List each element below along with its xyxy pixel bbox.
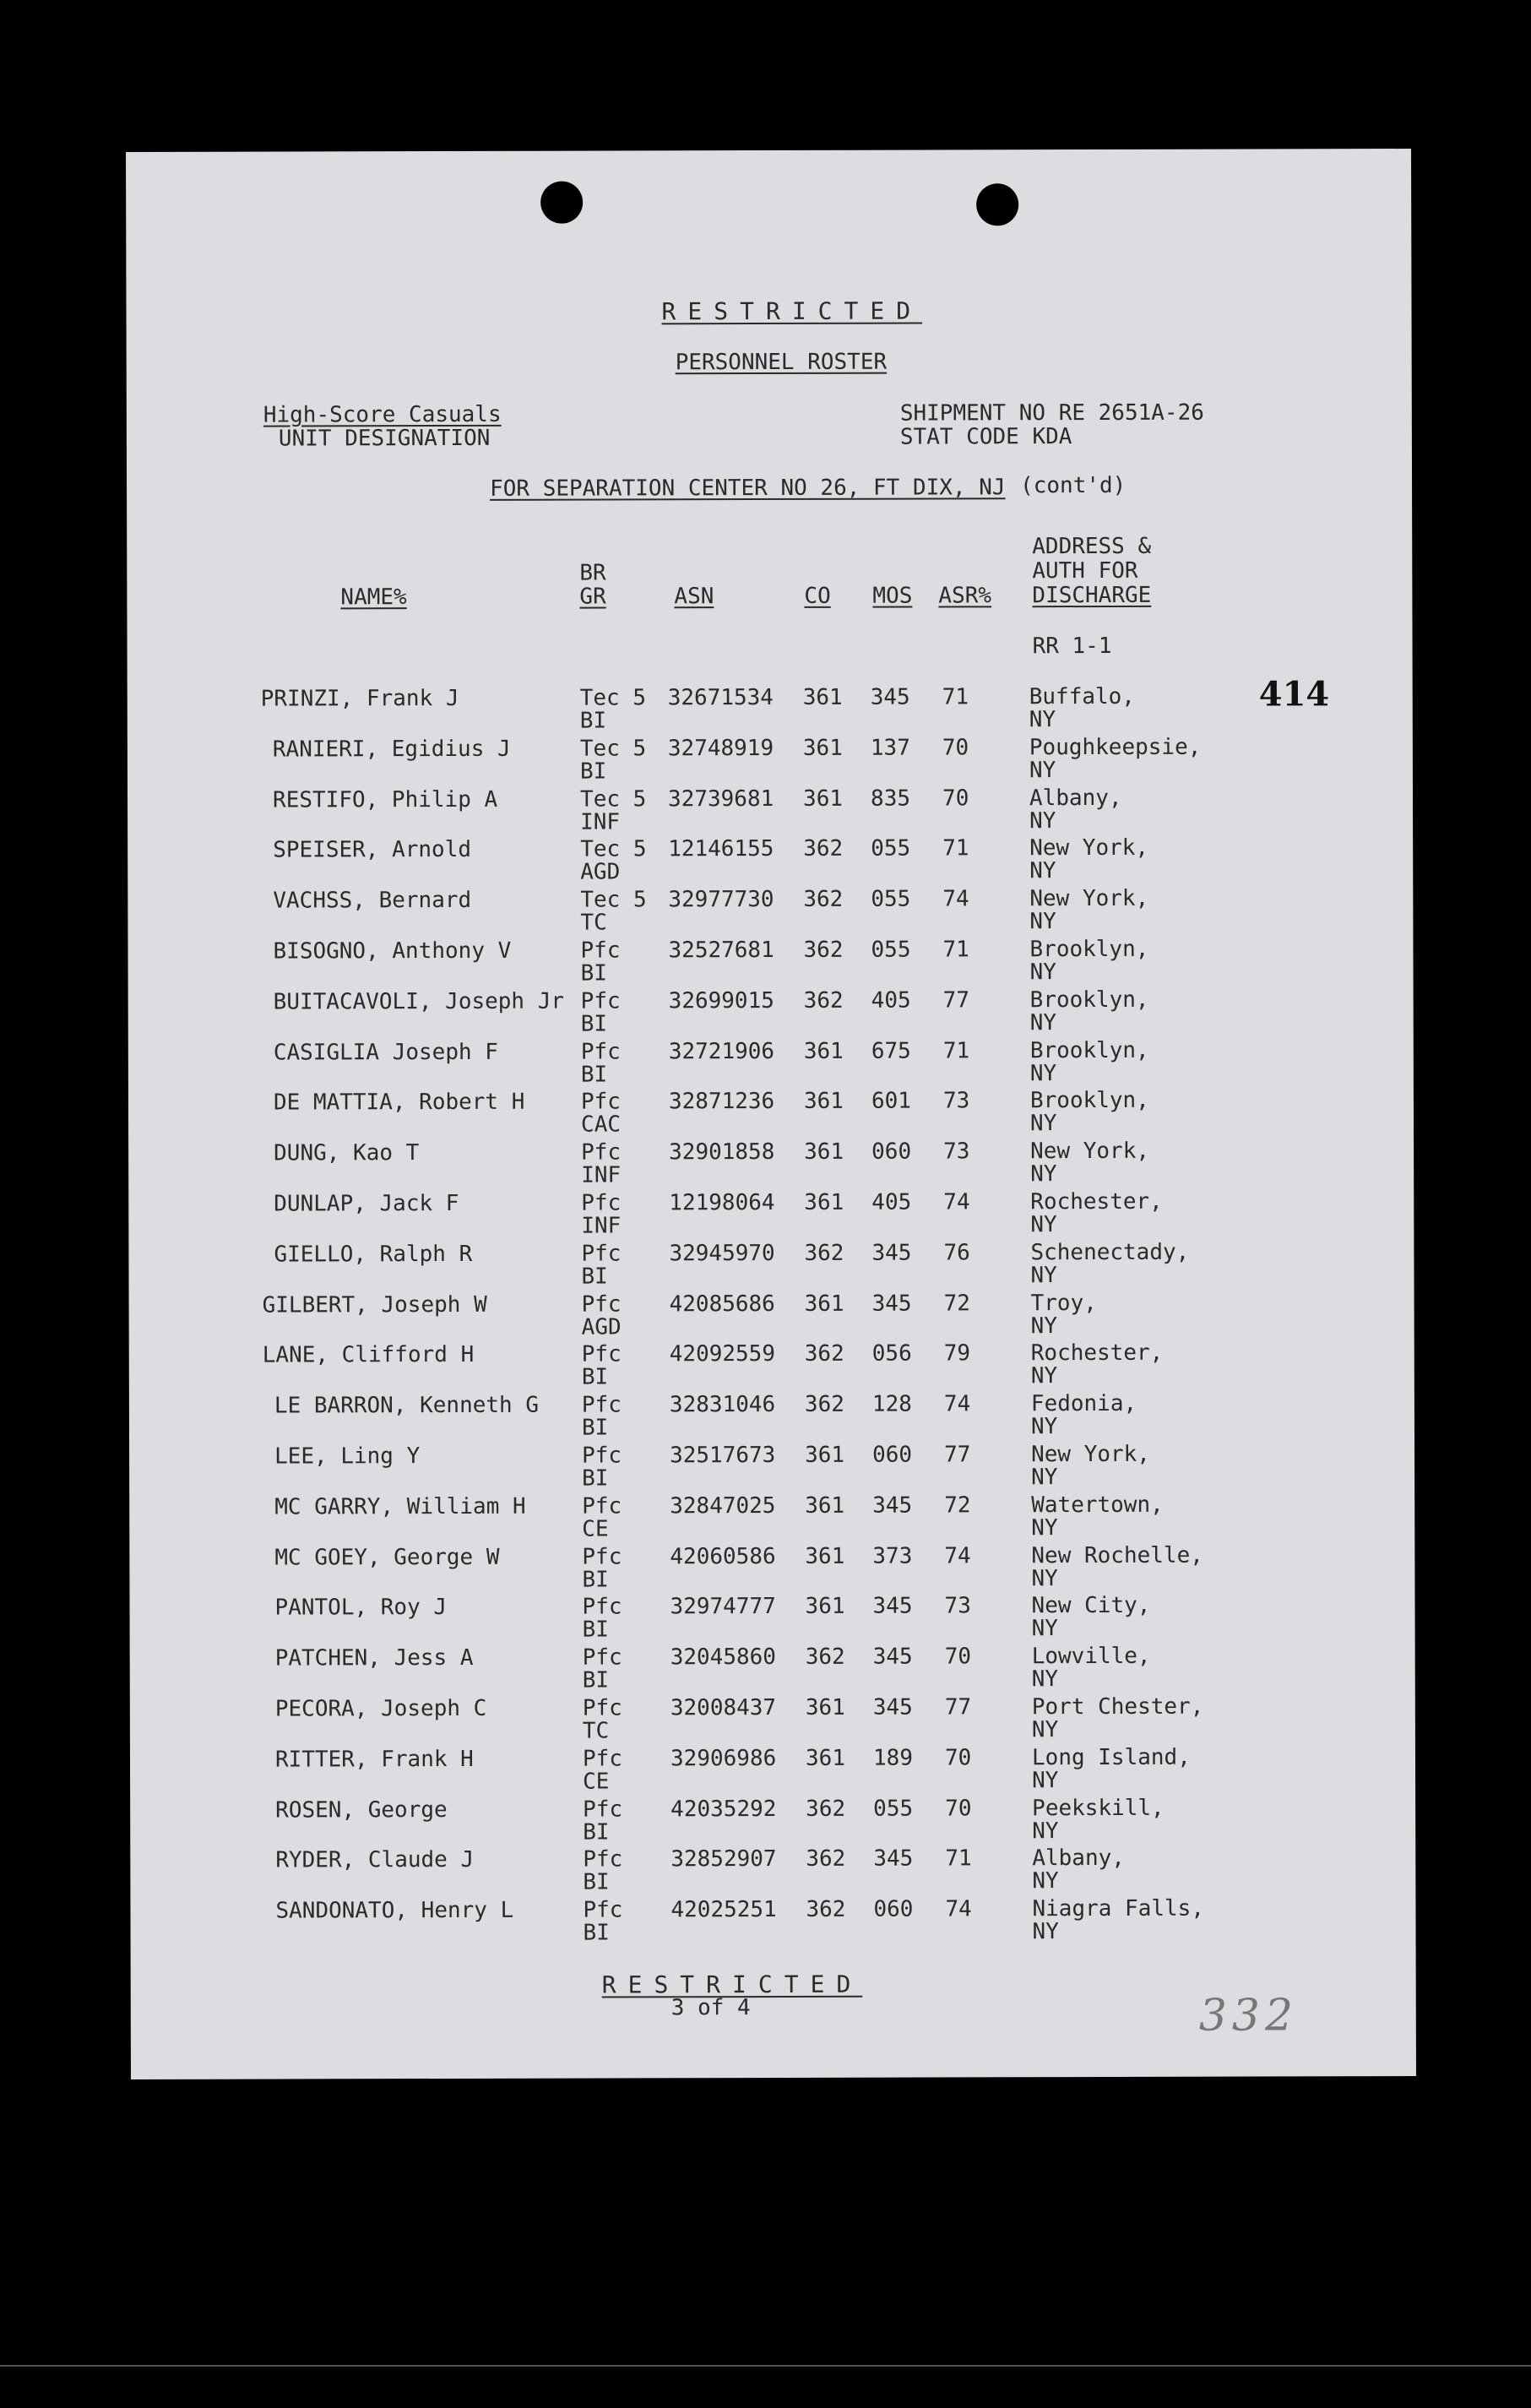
- cell-asr: 70: [942, 785, 969, 812]
- cell-name: PATCHEN, Jess A: [274, 1645, 474, 1671]
- cell-mos: 675: [871, 1038, 911, 1064]
- cell-mos: 835: [870, 785, 911, 812]
- cell-city: Brooklyn,: [1029, 1037, 1149, 1063]
- cell-co: 361: [803, 1089, 844, 1115]
- cell-name: LE BARRON, Kenneth G: [274, 1392, 540, 1419]
- table-row: [130, 1693, 1415, 1748]
- cell-mos: 055: [871, 835, 911, 862]
- shipment-number: SHIPMENT NO RE 2651A-26: [899, 400, 1204, 427]
- cell-grade: Pfc: [581, 1190, 622, 1216]
- restricted-header: RESTRICTED: [661, 296, 923, 326]
- cell-asr: 71: [942, 684, 969, 710]
- cell-co: 362: [804, 1240, 844, 1266]
- cell-state: NY: [1029, 1111, 1057, 1137]
- cell-grade: Pfc: [582, 1594, 622, 1620]
- cell-co: 361: [804, 1291, 844, 1317]
- pencil-number: 332: [1198, 1990, 1299, 2041]
- cell-mos: 128: [871, 1391, 912, 1417]
- cell-mos: 345: [871, 1291, 912, 1317]
- cell-state: NY: [1032, 1919, 1059, 1945]
- cell-branch: BI: [581, 1264, 608, 1290]
- cell-grade: Tec 5: [580, 836, 647, 862]
- cell-name: MC GOEY, George W: [274, 1544, 500, 1571]
- cell-state: NY: [1029, 1060, 1057, 1086]
- cell-state: NY: [1029, 757, 1056, 783]
- cell-branch: CAC: [580, 1112, 622, 1138]
- cell-city: Albany,: [1029, 785, 1122, 811]
- cell-city: Fedonia,: [1030, 1391, 1137, 1417]
- cell-city: Rochester,: [1030, 1340, 1164, 1367]
- col-header-address: ADDRESS &: [1032, 533, 1152, 560]
- cell-grade: Pfc: [581, 1341, 622, 1367]
- cell-branch: CE: [582, 1516, 609, 1542]
- cell-name: PECORA, Joseph C: [274, 1695, 487, 1722]
- table-row: [128, 987, 1414, 1041]
- cell-city: Peekskill,: [1032, 1795, 1165, 1821]
- table-row: [129, 1592, 1414, 1646]
- document-page: [126, 149, 1416, 2079]
- table-row: [129, 1390, 1414, 1444]
- cell-city: New York,: [1031, 1441, 1150, 1468]
- cell-branch: TC: [580, 910, 607, 936]
- col-header-asn: ASN: [674, 584, 714, 610]
- cell-asr: 74: [942, 886, 969, 912]
- cell-name: VACHSS, Bernard: [273, 888, 472, 914]
- cell-grade: Tec 5: [580, 887, 647, 913]
- cell-branch: AGD: [580, 859, 621, 885]
- cell-city: New City,: [1031, 1593, 1151, 1619]
- cell-branch: BI: [579, 708, 607, 734]
- cell-name: SPEISER, Arnold: [273, 837, 472, 863]
- cell-grade: Pfc: [582, 1493, 622, 1519]
- cell-mos: 601: [871, 1088, 911, 1115]
- cell-branch: BI: [581, 1364, 609, 1390]
- cell-grade: Pfc: [582, 1746, 623, 1772]
- table-row: [130, 1643, 1415, 1697]
- cell-grade: Tec 5: [579, 785, 647, 813]
- table-row: [128, 1087, 1414, 1141]
- cell-state: NY: [1030, 1363, 1058, 1389]
- cell-asr: 71: [942, 1037, 970, 1064]
- cell-asr: 71: [942, 937, 969, 963]
- col-header-name: NAME%: [340, 584, 407, 611]
- cell-grade: Pfc: [580, 938, 621, 964]
- cell-co: 361: [802, 735, 843, 761]
- cell-name: MC GARRY, William H: [274, 1493, 526, 1520]
- cell-asn: 42060586: [670, 1543, 776, 1569]
- cell-branch: INF: [581, 1162, 622, 1188]
- cell-city: Brooklyn,: [1029, 1088, 1149, 1114]
- cell-city: Troy,: [1030, 1290, 1097, 1316]
- cell-mos: 345: [872, 1694, 913, 1720]
- cell-asn: 12146155: [668, 836, 774, 862]
- cell-name: PANTOL, Roy J: [274, 1595, 448, 1621]
- table-row: [128, 683, 1413, 737]
- cell-co: 361: [805, 1442, 845, 1468]
- cell-asr: 77: [944, 1694, 972, 1720]
- doc-title: PERSONNEL ROSTER: [675, 349, 888, 376]
- cell-city: Schenectady,: [1030, 1239, 1190, 1265]
- cell-co: 361: [802, 785, 844, 812]
- cell-asn: 32517673: [670, 1442, 776, 1469]
- cell-city: New Rochelle,: [1031, 1542, 1203, 1568]
- cell-branch: BI: [580, 960, 607, 987]
- table-row: [128, 1037, 1414, 1091]
- auth-reference: RR 1-1: [1032, 633, 1112, 660]
- cell-asr: 70: [945, 1795, 972, 1822]
- cell-city: Buffalo,: [1029, 683, 1135, 710]
- cell-city: Long Island,: [1031, 1744, 1191, 1770]
- cell-name: BISOGNO, Anthony V: [273, 938, 512, 965]
- cell-branch: INF: [580, 809, 621, 835]
- cell-asn: 32831046: [669, 1392, 776, 1418]
- cell-state: NY: [1029, 1009, 1057, 1035]
- cell-state: NY: [1031, 1666, 1059, 1693]
- cell-branch: INF: [581, 1213, 622, 1239]
- cell-state: NY: [1032, 1767, 1059, 1793]
- cell-state: NY: [1030, 1161, 1057, 1188]
- table-row: [129, 1340, 1414, 1394]
- cell-asr: 70: [944, 1745, 972, 1771]
- cell-name: GIELLO, Ralph R: [274, 1241, 473, 1268]
- cell-mos: 060: [871, 1139, 912, 1165]
- table-row: [128, 936, 1413, 990]
- restricted-footer: RESTRICTED: [601, 1970, 863, 1999]
- cell-asn: 42085686: [669, 1291, 775, 1317]
- cell-mos: 055: [871, 886, 911, 912]
- cell-state: NY: [1030, 1313, 1058, 1339]
- cell-name: RANIERI, Egidius J: [272, 736, 511, 763]
- cell-mos: 060: [872, 1442, 913, 1468]
- cell-asn: 32901858: [669, 1139, 775, 1166]
- table-row: [130, 1744, 1415, 1798]
- cell-grade: Pfc: [582, 1443, 622, 1469]
- cell-co: 361: [802, 684, 843, 710]
- cell-city: Brooklyn,: [1029, 987, 1149, 1013]
- cell-asn: 32847025: [670, 1492, 776, 1519]
- cell-grade: Pfc: [582, 1695, 622, 1721]
- cell-mos: 345: [872, 1644, 913, 1670]
- cell-mos: 060: [873, 1896, 914, 1922]
- cell-branch: AGD: [581, 1314, 622, 1340]
- cell-co: 361: [805, 1694, 845, 1720]
- scanner-edge-line: [0, 2365, 1531, 2367]
- cell-grade: Pfc: [583, 1796, 623, 1823]
- cell-state: NY: [1029, 909, 1056, 935]
- cell-mos: 056: [871, 1340, 912, 1367]
- cell-asr: 74: [943, 1189, 970, 1215]
- cell-branch: BI: [579, 758, 607, 785]
- cell-state: NY: [1029, 807, 1056, 834]
- unit-name: High-Score Casuals: [263, 401, 502, 428]
- cell-grade: Pfc: [581, 1291, 622, 1318]
- cell-asr: 73: [943, 1139, 970, 1165]
- table-row: [130, 1795, 1415, 1849]
- cell-name: GILBERT, Joseph W: [262, 1291, 487, 1318]
- cell-branch: BI: [581, 1415, 609, 1441]
- cell-mos: 055: [873, 1796, 914, 1822]
- cell-state: NY: [1030, 1262, 1057, 1288]
- cell-branch: TC: [582, 1718, 610, 1744]
- cell-co: 361: [805, 1745, 846, 1771]
- cell-city: New York,: [1029, 835, 1149, 862]
- cell-city: Rochester,: [1030, 1188, 1163, 1215]
- cell-co: 361: [805, 1594, 845, 1620]
- cell-asn: 42035292: [670, 1796, 777, 1822]
- cell-co: 361: [805, 1543, 845, 1569]
- cell-mos: 345: [871, 1240, 912, 1266]
- table-row: [129, 1290, 1414, 1344]
- cell-co: 362: [803, 836, 844, 862]
- cell-co: 362: [806, 1796, 846, 1822]
- separation-center: FOR SEPARATION CENTER NO 26, FT DIX, NJ: [490, 475, 1006, 502]
- cell-mos: 373: [872, 1543, 913, 1569]
- cell-city: Lowville,: [1031, 1644, 1151, 1670]
- table-row: [128, 1239, 1414, 1293]
- cell-asr: 79: [943, 1340, 971, 1367]
- cell-state: NY: [1029, 858, 1056, 884]
- table-row: [128, 734, 1413, 788]
- cell-asr: 71: [945, 1845, 972, 1872]
- table-row: [129, 1542, 1414, 1596]
- cell-co: 361: [803, 1038, 844, 1064]
- cell-state: NY: [1031, 1465, 1058, 1491]
- cell-state: NY: [1030, 1414, 1058, 1440]
- cell-asn: 32739681: [667, 785, 774, 812]
- cell-mos: 189: [872, 1745, 914, 1771]
- cell-co: 362: [803, 886, 844, 913]
- cell-branch: CE: [583, 1769, 610, 1795]
- cell-city: New York,: [1030, 1139, 1150, 1165]
- cell-state: NY: [1029, 707, 1056, 733]
- cell-state: NY: [1031, 1717, 1059, 1743]
- cell-co: 362: [804, 1391, 844, 1418]
- table-row: [128, 1138, 1414, 1192]
- roster-table: [126, 149, 1416, 2079]
- table-row: [128, 785, 1413, 839]
- cell-asr: 70: [942, 735, 969, 761]
- stat-code: STAT CODE KDA: [899, 424, 1072, 450]
- cell-state: NY: [1029, 959, 1056, 986]
- cell-asr: 74: [945, 1896, 972, 1922]
- cell-mos: 345: [870, 684, 910, 710]
- cell-city: New York,: [1029, 886, 1149, 912]
- table-row: [129, 1441, 1414, 1495]
- cell-name: RITTER, Frank H: [274, 1746, 474, 1773]
- cell-mos: 055: [871, 937, 911, 963]
- cell-branch: BI: [583, 1920, 610, 1946]
- table-row: [129, 1492, 1414, 1546]
- cell-asn: 32977730: [668, 887, 774, 913]
- cell-name: SANDONATO, Henry L: [275, 1897, 514, 1924]
- cell-asn: 32906986: [670, 1745, 777, 1772]
- cell-state: NY: [1031, 1514, 1058, 1541]
- col-header-asr: ASR%: [938, 583, 992, 609]
- cell-mos: 345: [873, 1845, 914, 1873]
- cell-asr: 72: [943, 1290, 970, 1317]
- cell-asn: 32871236: [668, 1089, 775, 1115]
- cell-name: DE MATTIA, Robert H: [273, 1090, 525, 1116]
- cell-state: NY: [1032, 1818, 1059, 1844]
- cell-asn: 32852907: [670, 1846, 777, 1873]
- cell-co: 362: [806, 1846, 846, 1873]
- cell-asr: 76: [943, 1240, 970, 1266]
- page-number: 3 of 4: [670, 1995, 751, 2021]
- cell-asn: 32699015: [668, 987, 774, 1014]
- cell-name: CASIGLIA Joseph F: [273, 1039, 498, 1066]
- cell-grade: Tec 5: [579, 736, 647, 762]
- cell-name: PRINZI, Frank J: [260, 685, 459, 712]
- cell-grade: Pfc: [581, 1241, 622, 1267]
- cell-mos: 405: [871, 1189, 912, 1215]
- cell-asn: 32671534: [667, 684, 774, 711]
- col-header-auth: AUTH FOR: [1032, 557, 1138, 584]
- cell-asr: 71: [942, 835, 969, 862]
- cell-state: NY: [1031, 1565, 1058, 1591]
- cell-branch: BI: [582, 1567, 609, 1593]
- col-header-discharge: DISCHARGE: [1032, 582, 1152, 609]
- cell-city: Watertown,: [1031, 1492, 1164, 1518]
- cell-asr: 74: [943, 1391, 971, 1417]
- cell-branch: BI: [580, 1011, 608, 1037]
- cell-asn: 12198064: [669, 1189, 775, 1216]
- cell-branch: BI: [583, 1869, 610, 1895]
- cell-asr: 73: [944, 1593, 971, 1619]
- cell-co: 362: [806, 1896, 846, 1923]
- cell-grade: Pfc: [583, 1897, 623, 1923]
- cell-name: RESTIFO, Philip A: [272, 786, 498, 813]
- cell-asr: 77: [944, 1442, 971, 1468]
- cell-co: 361: [804, 1139, 844, 1166]
- table-row: [130, 1895, 1415, 1949]
- cell-branch: BI: [582, 1617, 609, 1643]
- col-header-br: BR: [579, 560, 606, 586]
- cell-name: LEE, Ling Y: [274, 1443, 421, 1470]
- table-row: [128, 1188, 1414, 1242]
- cell-name: RYDER, Claude J: [275, 1847, 475, 1873]
- cell-mos: 405: [871, 987, 911, 1014]
- cell-asr: 72: [944, 1492, 971, 1519]
- cell-mos: 345: [872, 1492, 913, 1519]
- cell-grade: Pfc: [583, 1846, 623, 1873]
- cell-state: NY: [1032, 1868, 1059, 1894]
- cell-asr: 74: [944, 1542, 971, 1569]
- table-row: [128, 885, 1413, 939]
- cell-asn: 32748919: [667, 735, 774, 762]
- cell-asn: 32045860: [670, 1644, 776, 1671]
- cell-grade: Pfc: [581, 1139, 622, 1166]
- cell-branch: BI: [582, 1667, 610, 1693]
- cell-name: LANE, Clifford H: [262, 1342, 475, 1368]
- cell-grade: Pfc: [580, 988, 621, 1014]
- cell-grade: Pfc: [580, 1039, 621, 1065]
- cell-name: DUNG, Kao T: [274, 1140, 420, 1166]
- cell-asn: 32974777: [670, 1594, 776, 1620]
- cell-asn: 32945970: [669, 1240, 775, 1267]
- cell-grade: Pfc: [580, 1089, 621, 1115]
- table-row: [128, 834, 1413, 889]
- cell-co: 362: [803, 937, 844, 963]
- contd-label: (cont'd): [1020, 472, 1127, 499]
- cell-mos: 137: [870, 735, 910, 761]
- unit-label: UNIT DESIGNATION: [278, 425, 491, 452]
- table-row: [130, 1845, 1415, 1899]
- col-header-gr: GR: [579, 584, 606, 610]
- cell-mos: 345: [872, 1593, 913, 1620]
- cell-name: DUNLAP, Jack F: [274, 1190, 459, 1217]
- cell-asr: 73: [942, 1088, 970, 1114]
- cell-branch: BI: [583, 1819, 610, 1845]
- col-header-mos: MOS: [872, 583, 913, 609]
- cell-branch: BI: [582, 1465, 609, 1492]
- col-header-co: CO: [804, 583, 831, 609]
- stamp-number: 414: [1258, 674, 1330, 715]
- cell-grade: Pfc: [581, 1392, 622, 1418]
- cell-co: 362: [804, 1341, 844, 1367]
- cell-name: BUITACAVOLI, Joseph Jr: [273, 988, 565, 1015]
- cell-asn: 32008437: [670, 1694, 777, 1721]
- cell-state: NY: [1030, 1212, 1057, 1238]
- cell-city: Albany,: [1032, 1845, 1125, 1872]
- cell-city: Brooklyn,: [1029, 936, 1149, 963]
- cell-name: ROSEN, George: [275, 1796, 448, 1824]
- cell-branch: BI: [580, 1062, 608, 1088]
- cell-asn: 42025251: [670, 1897, 777, 1923]
- cell-asr: 70: [944, 1644, 972, 1670]
- cell-grade: Pfc: [582, 1544, 622, 1570]
- cell-grade: Pfc: [582, 1644, 622, 1671]
- cell-co: 361: [804, 1189, 844, 1215]
- cell-asn: 32721906: [668, 1038, 775, 1064]
- cell-grade: Tec 5: [579, 685, 647, 711]
- cell-city: Poughkeepsie,: [1029, 734, 1202, 760]
- cell-city: Niagra Falls,: [1032, 1895, 1205, 1922]
- cell-co: 362: [805, 1644, 845, 1671]
- cell-asn: 32527681: [668, 937, 774, 964]
- cell-city: Port Chester,: [1031, 1693, 1204, 1720]
- cell-state: NY: [1031, 1616, 1058, 1642]
- cell-co: 362: [803, 987, 844, 1014]
- cell-asr: 77: [942, 987, 969, 1014]
- cell-asn: 42092559: [669, 1341, 776, 1367]
- cell-co: 361: [805, 1492, 845, 1519]
